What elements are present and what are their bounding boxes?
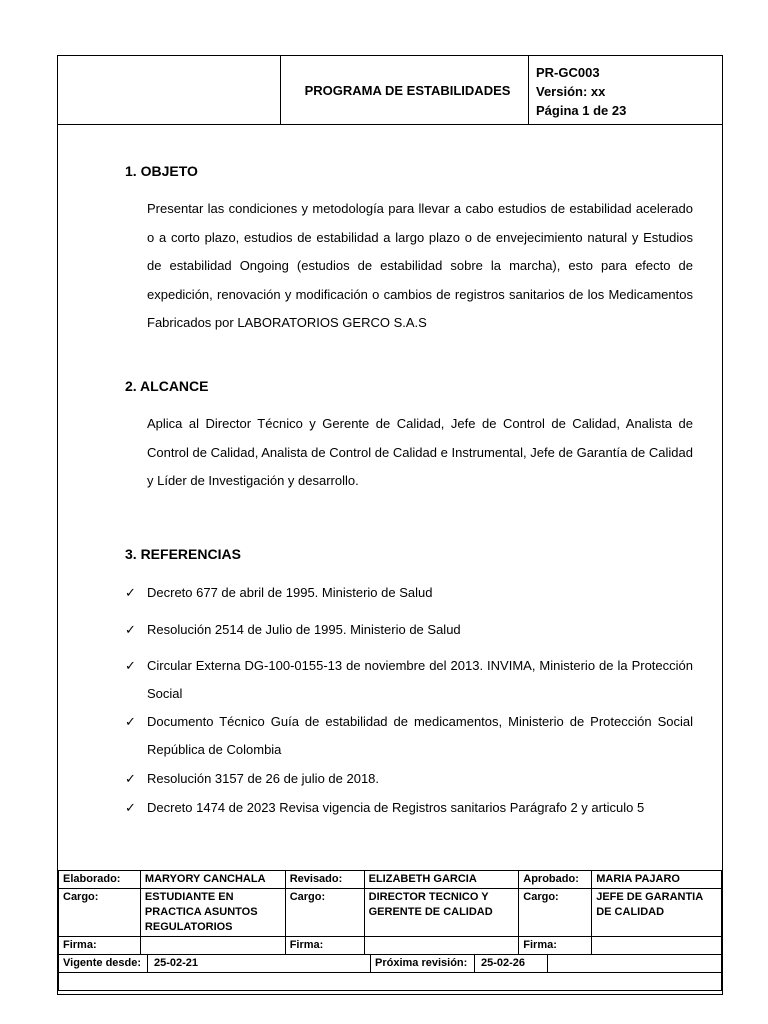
approval-table	[58, 870, 722, 991]
reference-text: Decreto 677 de abril de 1995. Ministerio de Salud	[147, 585, 433, 600]
reference-text: Decreto 1474 de 2023 Revisa vigencia de Registros sanitarios Parágrafo 2 y articulo 5	[147, 800, 645, 815]
reference-item	[125, 708, 693, 764]
document-code: PR-GC003	[536, 65, 600, 80]
cargo-label: Cargo:	[285, 889, 364, 937]
reference-item	[125, 765, 693, 793]
table-row	[59, 973, 722, 991]
table-row	[59, 955, 722, 973]
reference-item	[125, 579, 693, 607]
document-header	[58, 56, 722, 125]
checkmark-icon: ✓	[125, 714, 136, 729]
document-page	[57, 55, 723, 995]
firma-elaborado	[140, 937, 285, 955]
elaborado-value: MARYORY CANCHALA	[140, 871, 285, 889]
firma-label: Firma:	[285, 937, 364, 955]
empty-row	[59, 973, 722, 991]
cargo-aprobado: JEFE DE GARANTIA DE CALIDAD	[592, 889, 722, 937]
document-page-number: Página 1 de 23	[536, 103, 627, 118]
section-referencias-title: 3. REFERENCIAS	[125, 546, 241, 562]
proxima-label: Próxima revisión:	[371, 955, 475, 972]
reference-text: Circular Externa DG-100-0155-13 de noviembre del 2013. INVIMA, Ministerio de la Protección Social	[147, 658, 693, 701]
firma-revisado	[364, 937, 519, 955]
cargo-label: Cargo:	[59, 889, 141, 937]
checkmark-icon: ✓	[125, 800, 136, 815]
proxima-value: 25-02-26	[475, 955, 548, 972]
document-meta	[530, 56, 722, 124]
elaborado-label: Elaborado:	[59, 871, 141, 889]
section-alcance-text: Aplica al Director Técnico y Gerente de Calidad, Jefe de Control de Calidad, Analista de Control de Calidad, Analista de Control de Calidad e Instrumental, Jefe de Garantía de Calidad y Líder de Investigación y desarrollo.	[147, 416, 693, 488]
section-objeto-title: 1. OBJETO	[125, 163, 198, 179]
section-objeto-text: Presentar las condiciones y metodología para llevar a cabo estudios de estabilidad acelerado o a corto plazo, estudios de estabilidad a largo plazo o de envejecimiento natural y Estudios de estabilidad Ongoing (estudios de estabilidad sobre la marcha), esto para efecto de expedición, renovación y modificación o cambios de registros sanitarios de los Medicamentos Fabricados por LABORATORIOS GERCO S.A.S	[147, 201, 693, 330]
header-logo-cell	[58, 56, 281, 124]
cargo-elaborado: ESTUDIANTE EN PRACTICA ASUNTOS REGULATORIOS	[140, 889, 285, 937]
reference-item	[125, 652, 693, 708]
revisado-value: ELIZABETH GARCIA	[364, 871, 519, 889]
checkmark-icon: ✓	[125, 658, 136, 673]
firma-label: Firma:	[59, 937, 141, 955]
cargo-label: Cargo:	[519, 889, 592, 937]
validity-row	[59, 955, 721, 972]
aprobado-value: MARIA PAJARO	[592, 871, 722, 889]
vigente-value: 25-02-21	[148, 955, 371, 972]
reference-text: Resolución 3157 de 26 de julio de 2018.	[147, 771, 380, 786]
document-title: PROGRAMA DE ESTABILIDADES	[281, 56, 529, 124]
checkmark-icon: ✓	[125, 771, 136, 786]
section-alcance-title: 2. ALCANCE	[125, 378, 209, 394]
reference-item	[125, 794, 693, 822]
firma-label: Firma:	[519, 937, 592, 955]
vigente-label: Vigente desde:	[59, 955, 148, 972]
table-row	[59, 871, 722, 889]
table-row	[59, 937, 722, 955]
checkmark-icon: ✓	[125, 622, 136, 637]
cargo-revisado: DIRECTOR TECNICO Y GERENTE DE CALIDAD	[364, 889, 519, 937]
firma-aprobado	[592, 937, 722, 955]
document-version: Versión: xx	[536, 84, 606, 99]
table-row	[59, 889, 722, 937]
checkmark-icon: ✓	[125, 585, 136, 600]
reference-item	[125, 616, 693, 644]
aprobado-label: Aprobado:	[519, 871, 592, 889]
reference-text: Documento Técnico Guía de estabilidad de medicamentos, Ministerio de Protección Social República de Colombia	[147, 714, 693, 757]
revisado-label: Revisado:	[285, 871, 364, 889]
reference-text: Resolución 2514 de Julio de 1995. Ministerio de Salud	[147, 622, 461, 637]
